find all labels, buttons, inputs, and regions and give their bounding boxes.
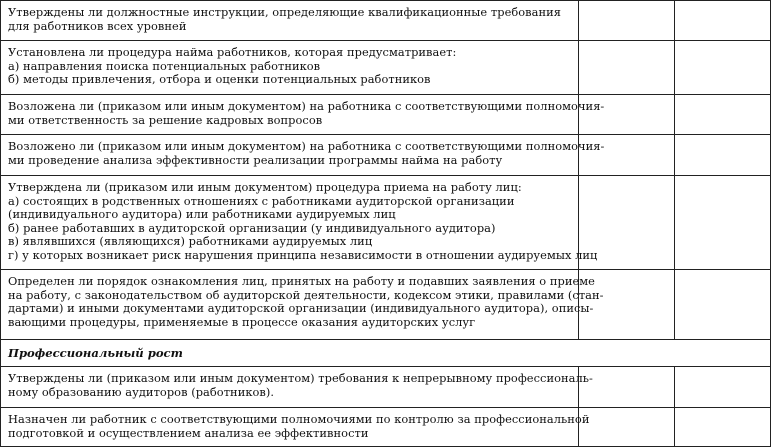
question-text: Утверждена ли (приказом или иным документом) процедура приема на работу лиц:: [8, 180, 522, 194]
question-cell: [1, 1, 579, 41]
answer-cell[interactable]: [579, 408, 675, 447]
table-row: [1, 1, 771, 41]
table-row: [1, 176, 771, 270]
question-cell: [1, 135, 605, 176]
question-text: ми ответственность за решение кадровых вопросов: [8, 112, 323, 127]
question-cell: [1, 95, 605, 135]
question-text: ному образованию аудиторов (работников).: [8, 384, 275, 399]
comment-cell[interactable]: [675, 1, 771, 41]
question-cell: [1, 270, 604, 340]
comment-cell[interactable]: [675, 270, 771, 340]
question-text: Возложена ли (приказом или иным документом) на работника с соответствующими полномочия-: [8, 99, 605, 113]
table-row: [1, 135, 771, 176]
question-text: на работу, с законодательством об аудиторской деятельности, кодексом этики, правилами (стан-: [8, 287, 604, 302]
comment-cell[interactable]: [675, 408, 771, 447]
answer-cell[interactable]: [579, 1, 675, 41]
question-text: Утверждены ли (приказом или иным документом) требования к непрерывному профессиональ-: [8, 371, 593, 385]
question-text: подготовкой и осуществлением анализа ее эффективности: [8, 425, 369, 440]
question-text: Определен ли порядок ознакомления лиц, принятых на работу и подавших заявления о приеме: [8, 274, 595, 288]
section-title: Профессиональный рост: [1, 340, 771, 367]
question-text: Назначен ли работник с соответствующими полномочиями по контролю за профессиональной: [8, 412, 590, 426]
comment-cell[interactable]: [675, 135, 771, 176]
question-text: дартами) и иными документами аудиторской организации (индивидуального аудитора), описы-: [8, 301, 594, 316]
question-cell: [1, 41, 579, 95]
question-text: г) у которых возникает риск нарушения принципа независимости в отношении аудируемых лиц: [8, 247, 598, 262]
question-text: вающими процедуры, применяемые в процессе оказания аудиторских услуг: [8, 314, 476, 329]
answer-cell[interactable]: [579, 41, 675, 95]
question-cell: [1, 176, 598, 270]
question-text: (индивидуального аудитора) или работниками аудируемых лиц: [8, 207, 396, 222]
question-text: для работников всех уровней: [8, 18, 187, 33]
comment-cell[interactable]: [675, 41, 771, 95]
table-row: [1, 95, 771, 135]
question-text: в) являвшихся (являющихся) работниками аудируемых лиц: [8, 234, 373, 249]
question-cell: [1, 408, 590, 447]
question-text: а) состоящих в родственных отношениях с работниками аудиторской организации: [8, 193, 515, 208]
table-row: [1, 270, 771, 340]
question-text: ми проведение анализа эффективности реализации программы найма на работу: [8, 152, 503, 167]
comment-cell[interactable]: [675, 95, 771, 135]
question-text: Установлена ли процедура найма работников, которая предусматривает:: [8, 45, 457, 59]
table-row: [1, 367, 771, 408]
question-text: а) направления поиска потенциальных работников: [8, 58, 321, 73]
question-cell: [1, 367, 593, 408]
comment-cell[interactable]: [675, 367, 771, 408]
table-row: [1, 408, 771, 447]
question-text: Возложено ли (приказом или иным документом) на работника с соответствующими полномочия-: [8, 139, 605, 153]
section-header-row: [1, 340, 771, 367]
table-row: [1, 41, 771, 95]
question-text: б) методы привлечения, отбора и оценки потенциальных работников: [8, 72, 431, 87]
comment-cell[interactable]: [675, 176, 771, 270]
question-text: б) ранее работавших в аудиторской организации (у индивидуального аудитора): [8, 220, 496, 235]
question-text: Утверждены ли должностные инструкции, определяющие квалификационные требования: [8, 5, 561, 19]
